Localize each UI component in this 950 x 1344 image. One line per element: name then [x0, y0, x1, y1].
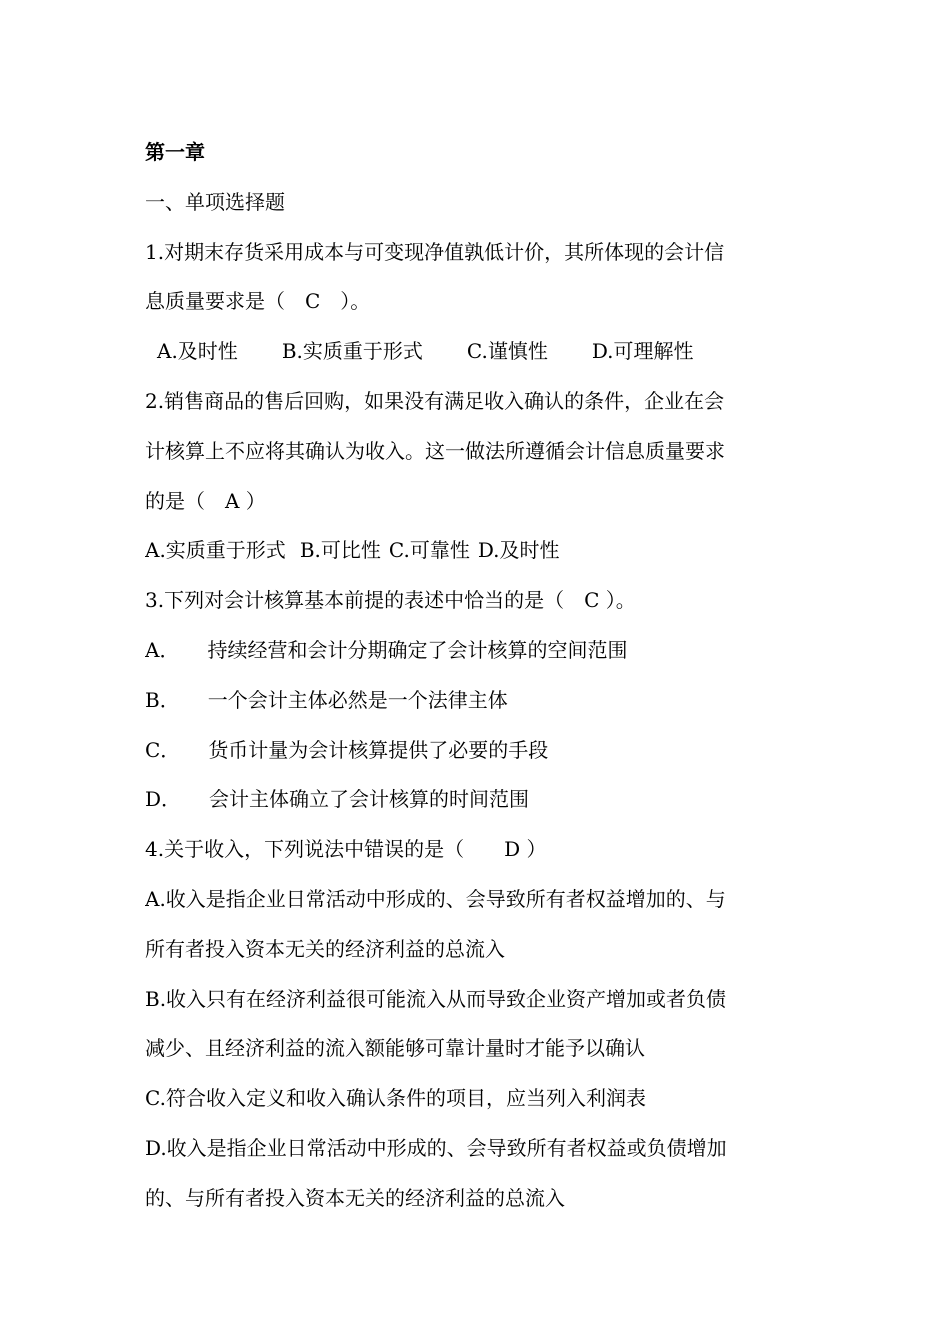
q3-option-d: [145, 775, 815, 825]
q1-option-b: B.实质重于形式: [281, 339, 423, 364]
q1-option-a: A.及时性: [157, 339, 238, 364]
q3-option-a-text: 持续经营和会计分期确定了会计核算的空间范围: [207, 637, 628, 662]
q1-option-c: C.谨慎性: [466, 339, 548, 364]
q3-option-c-letter: C．: [145, 737, 181, 762]
question-1-line-2: 息质量要求是（ C ）。: [145, 289, 371, 314]
question-2-line-1: 2.销售商品的售后回购，如果没有满足收入确认的条件，企业在会: [145, 388, 725, 413]
q3-option-d-text: 会计主体确立了会计核算的时间范围: [209, 787, 530, 812]
question-2-options: [145, 526, 815, 576]
q3-option-c: [145, 726, 815, 776]
q2-option-c: C.可靠性: [388, 538, 470, 563]
q4-option-d-line-1: D.收入是指企业日常活动中形成的、会导致所有者权益或负债增加: [145, 1135, 727, 1160]
chapter-title: 第一章: [145, 140, 205, 164]
q3-option-a: [145, 626, 815, 676]
q4-option-d-line-2: 的、与所有者投入资本无关的经济利益的总流入: [145, 1185, 565, 1210]
q1-option-d: D.可理解性: [591, 339, 694, 364]
q3-option-b: [145, 676, 815, 726]
q3-option-d-letter: D．: [145, 787, 182, 812]
question-3-line-1: 3.下列对会计核算基本前提的表述中恰当的是（ C ）。: [145, 588, 636, 613]
document-content: [145, 128, 815, 1224]
q4-option-c-line-1: C.符合收入定义和收入确认条件的项目，应当列入利润表: [145, 1086, 646, 1111]
q3-option-b-letter: B．: [145, 687, 180, 712]
q3-option-c-text: 货币计量为会计核算提供了必要的手段: [208, 737, 549, 762]
question-1-line-1: 1.对期末存货采用成本与可变现净值孰低计价，其所体现的会计信: [145, 239, 725, 264]
q2-option-a: A.实质重于形式: [145, 538, 286, 563]
q4-option-b-line-1: B.收入只有在经济利益很可能流入从而导致企业资产增加或者负债: [145, 986, 727, 1011]
q2-option-d: D.及时性: [477, 538, 560, 563]
q3-option-b-text: 一个会计主体必然是一个法律主体: [207, 687, 508, 712]
question-2-line-2: 计核算上不应将其确认为收入。这一做法所遵循会计信息质量要求: [145, 438, 725, 463]
question-4-line-1: 4.关于收入，下列说法中错误的是（ D ）: [145, 837, 547, 862]
question-1-options: [145, 327, 815, 377]
section-title: 一、单项选择题: [145, 189, 285, 214]
q3-option-a-letter: A．: [145, 637, 180, 662]
q4-option-a-line-1: A.收入是指企业日常活动中形成的、会导致所有者权益增加的、与: [145, 886, 726, 911]
q4-option-a-line-2: 所有者投入资本无关的经济利益的总流入: [145, 936, 505, 961]
q4-option-b-line-2: 减少、且经济利益的流入额能够可靠计量时才能予以确认: [145, 1036, 645, 1061]
q2-option-b: B.可比性: [299, 538, 381, 563]
question-2-line-3: 的是（ A ）: [145, 488, 266, 513]
